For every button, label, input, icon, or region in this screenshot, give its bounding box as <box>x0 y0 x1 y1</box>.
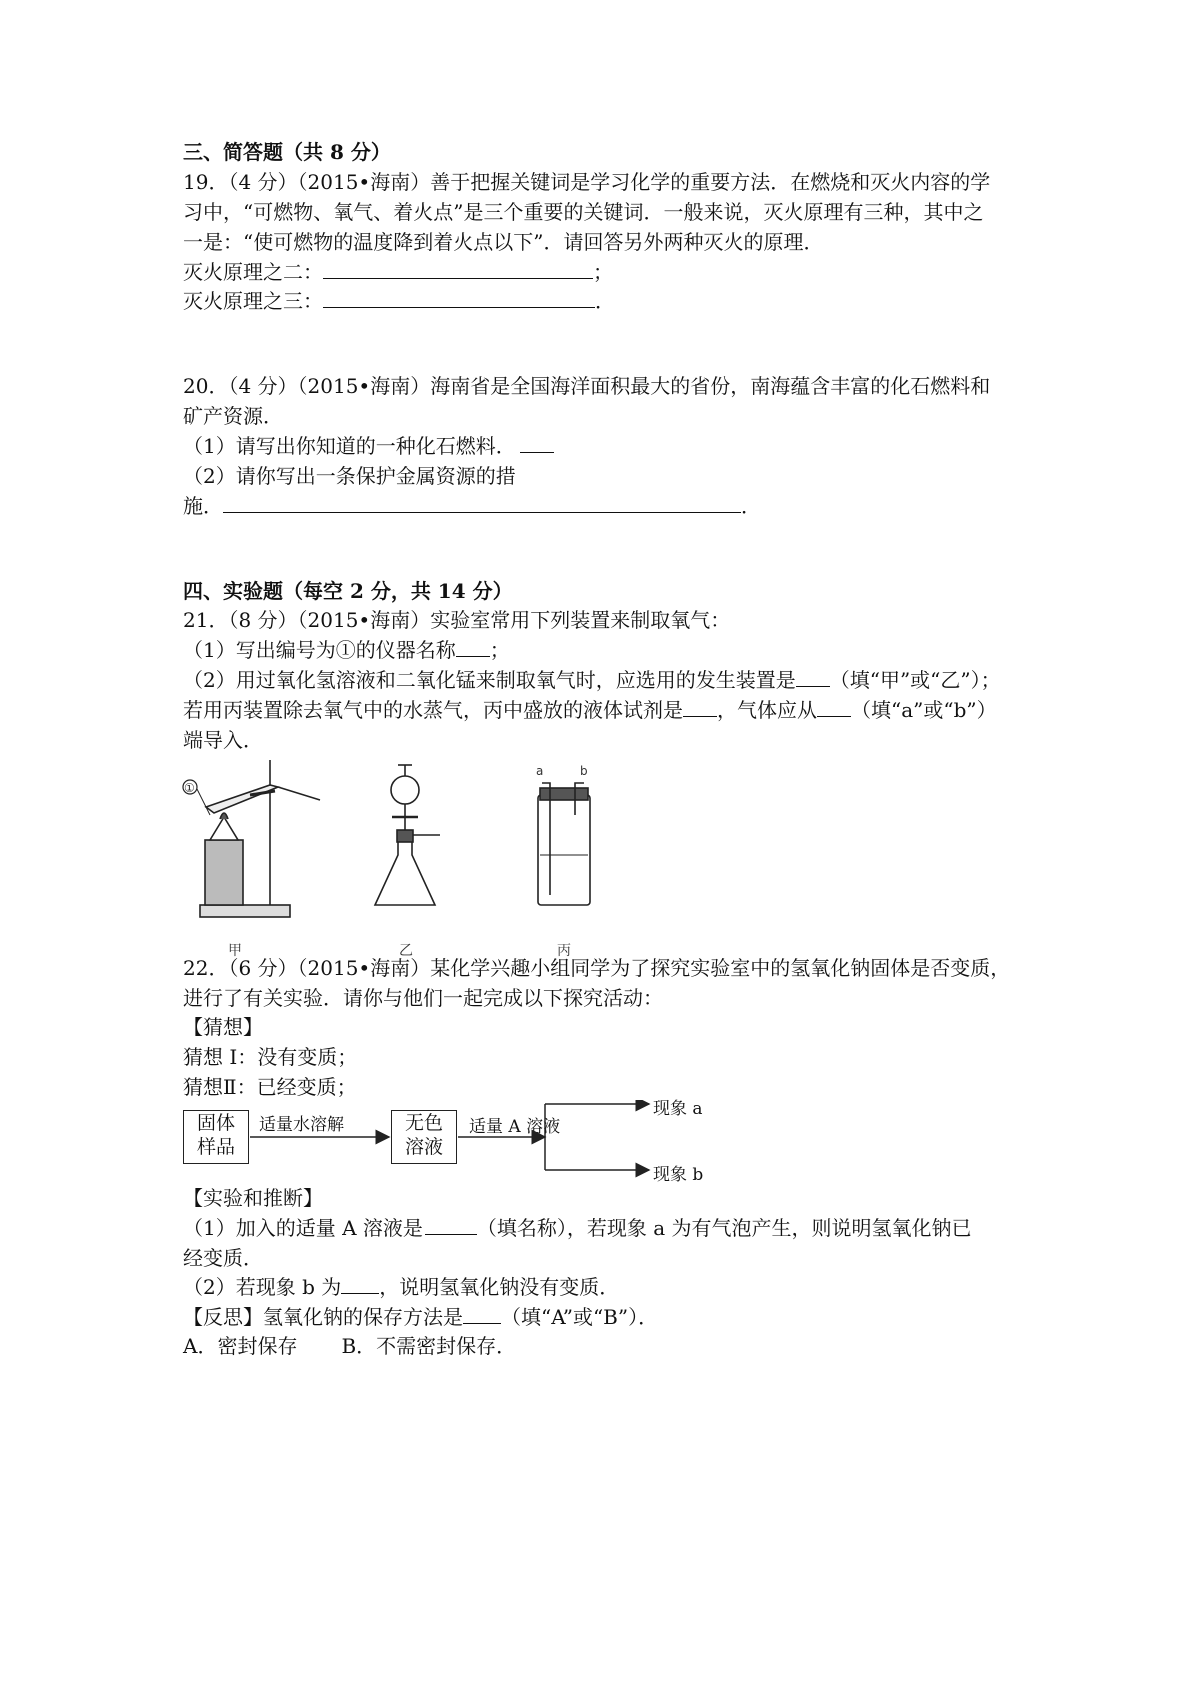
apparatus-bing <box>538 783 590 905</box>
flow-arrow1-label: 适量水溶解 <box>259 1115 344 1135</box>
q21-sub1-text: （1）写出编号为①的仪器名称 <box>183 638 456 662</box>
q21-line5: 端导入． <box>183 728 263 752</box>
q21-line4-a: 若用丙装置除去氧气中的水蒸气，丙中盛放的液体试剂是 <box>183 698 683 722</box>
q19-answer-blank-2[interactable] <box>323 287 595 308</box>
q21-line1: 21．（8 分）（2015•海南）实验室常用下列装置来制取氧气： <box>183 608 731 632</box>
q20-line2: 矿产资源． <box>183 404 283 428</box>
q22-line1: 22．（6 分）（2015•海南）某化学兴趣小组同学为了探究实验室中的氢氧化钠固体是否变质， <box>183 956 1011 980</box>
q22-reflect-a: 【反思】氢氧化钠的保存方法是 <box>183 1305 463 1329</box>
q22-exp2-a: （2）若现象 b 为 <box>183 1275 342 1299</box>
flow-diagram <box>183 1100 743 1195</box>
q21-line4-b: ，气体应从 <box>717 698 817 722</box>
q20-sub1: （1）请写出你知道的一种化石燃料． <box>183 434 516 458</box>
q21-sub2-text: （2）用过氧化氢溶液和二氧化锰来制取氧气时，应选用的发生装置是 <box>183 668 796 692</box>
q22-exp-heading: 【实验和推断】 <box>183 1186 323 1210</box>
q20-sub2-end: ． <box>741 494 761 518</box>
flow-arrows <box>183 1100 743 1195</box>
section4-heading: 四、实验题（每空 2 分，共 14 分） <box>183 579 513 603</box>
q22-guess-heading: 【猜想】 <box>183 1015 263 1039</box>
q20-sub2-cont: 施． <box>183 494 223 518</box>
q22-guess1: 猜想 I：没有变质； <box>183 1045 358 1069</box>
flow-box1-line1: 固体 <box>196 1112 235 1134</box>
q22-exp1-b: （填名称），若现象 a 为有气泡产生，则说明氢氧化钠已 <box>476 1216 972 1240</box>
q20-line1: 20．（4 分）（2015•海南）海南省是全国海洋面积最大的省份，南海蕴含丰富的化石燃料和 <box>183 374 991 398</box>
q20-sub1-row <box>183 432 554 460</box>
q22-options-row <box>183 1332 516 1360</box>
q22-reflect-b: （填“A”或“B”）． <box>501 1305 659 1329</box>
q21-sub2-end: （填“甲”或“乙”）； <box>829 668 1001 692</box>
flow-outcome-b: 现象 b <box>653 1165 704 1185</box>
q19-line2: 习中，“可燃物、氧气、着火点”是三个重要的关键词．一般来说，灭火原理有三种，其中之 <box>183 200 984 224</box>
flow-box2-line1: 无色 <box>404 1112 443 1134</box>
apparatus-jia <box>183 760 320 917</box>
apparatus-yi <box>375 765 440 905</box>
apparatus-label-yi: 乙 <box>399 943 413 959</box>
q20-answer-blank-1[interactable] <box>520 432 554 453</box>
q22-line2: 进行了有关实验．请你与他们一起完成以下探究活动： <box>183 986 663 1010</box>
apparatus-port-a: a <box>536 764 544 778</box>
flow-outcome-a: 现象 a <box>653 1099 703 1119</box>
q22-exp1-row <box>183 1214 972 1242</box>
q19-blank2-suffix: ． <box>595 289 615 313</box>
flow-arrow2-label: 适量 A 溶液 <box>469 1117 561 1137</box>
q22-exp2-row <box>183 1273 619 1301</box>
q21-sub1-end: ； <box>489 638 510 662</box>
q22-guess2: 猜想Ⅱ：已经变质； <box>183 1075 357 1099</box>
section3-heading: 三、简答题（共 8 分） <box>183 140 391 164</box>
q19-line1: 19．（4 分）（2015•海南）善于把握关键词是学习化学的重要方法．在燃烧和灭火内容的学 <box>183 170 991 194</box>
q19-blank2-prefix: 灭火原理之三： <box>183 289 323 313</box>
q21-sub2-row <box>183 666 1001 694</box>
q19-blank1-suffix: ； <box>593 260 613 284</box>
q21-sub1-row <box>183 636 510 664</box>
q21-answer-blank-1[interactable] <box>456 636 490 657</box>
q20-sub2: （2）请你写出一条保护金属资源的措 <box>183 464 516 488</box>
q22-answer-blank-3[interactable] <box>463 1303 501 1324</box>
apparatus-label-bing: 丙 <box>557 943 571 959</box>
q21-line4-c: （填“a”或“b”） <box>851 698 997 722</box>
q19-blank1-row <box>183 258 613 286</box>
q22-exp1-a: （1）加入的适量 A 溶液是 <box>183 1216 423 1240</box>
q22-option-a: A．密封保存 <box>183 1334 298 1358</box>
q19-answer-blank-1[interactable] <box>323 258 593 279</box>
q19-blank1-prefix: 灭火原理之二： <box>183 260 323 284</box>
apparatus-circle-label: ① <box>184 781 195 795</box>
q19-blank2-row <box>183 287 615 315</box>
q21-answer-blank-4[interactable] <box>817 696 851 717</box>
q22-reflect-row <box>183 1303 658 1331</box>
apparatus-label-jia: 甲 <box>228 943 242 959</box>
q21-answer-blank-2[interactable] <box>796 666 830 687</box>
q22-answer-blank-1[interactable] <box>425 1214 477 1235</box>
q22-answer-blank-2[interactable] <box>341 1273 379 1294</box>
q22-exp2-b: ，说明氢氧化钠没有变质． <box>379 1275 620 1299</box>
apparatus-figure <box>180 755 700 970</box>
flow-box1-line2: 样品 <box>196 1136 235 1158</box>
q21-answer-blank-3[interactable] <box>683 696 717 717</box>
flow-box2-line2: 溶液 <box>404 1136 443 1158</box>
q20-sub2-cont-row <box>183 492 761 520</box>
q19-line3: 一是：“使可燃物的温度降到着火点以下”．请回答另外两种灭火的原理． <box>183 230 824 254</box>
q20-answer-blank-2[interactable] <box>223 492 741 513</box>
q22-option-b: B．不需密封保存． <box>341 1334 517 1358</box>
apparatus-port-b: b <box>580 764 588 778</box>
q22-exp1-c: 经变质． <box>183 1246 263 1270</box>
q21-line4-row <box>183 696 997 724</box>
